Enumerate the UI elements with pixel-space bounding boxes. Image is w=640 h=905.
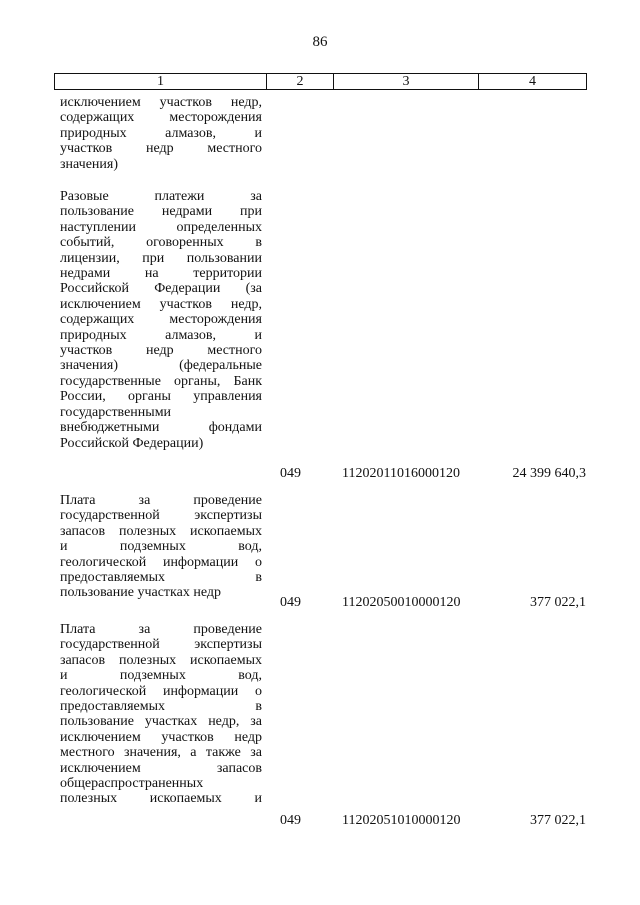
header-col-3: 3 [334,74,479,89]
row-3-line-3: и подземных вод, [60,668,262,684]
row-2-line-4: геологической информации о [60,554,262,570]
row-3-line-5: предоставляемых в [60,699,262,715]
row-0-line-4: значения) [60,156,119,172]
row-1-line-14: государственными [60,404,172,420]
row-1-line-0: Разовые платежи за [60,189,262,204]
row-2-line-5: предоставляемых в [60,570,262,586]
row-2-line-1: государственной экспертизы [60,508,262,524]
row-2-amount: 377 022,1 [530,595,586,610]
row-1-line-5: недрами на территории [60,266,262,282]
row-3-line-11: полезных ископаемых и [60,791,262,807]
row-3-kbk: 11202051010000120 [342,813,461,828]
header-col-1: 1 [55,74,267,89]
row-3-line-7: исключением участков недр [60,729,262,745]
row-3-line-0: Плата за проведение [60,622,262,637]
row-1-line-3: событий, оговоренных в [60,235,262,251]
row-2-line-0: Плата за проведение [60,493,262,508]
row-1-kbk: 11202011016000120 [342,466,460,481]
row-0-line-0: исключением участков недр, [60,95,262,110]
row-3-amount: 377 022,1 [530,813,586,828]
row-3-line-1: государственной экспертизы [60,637,262,653]
table-row-3-description [60,622,262,807]
row-2-line-6: пользование участках недр [60,585,221,601]
table-row-1-description [60,189,262,451]
table-row-0-description [60,95,262,172]
row-3-code: 049 [280,813,301,828]
row-1-line-8: содержащих месторождения [60,312,262,328]
row-1-line-4: лицензии, при пользовании [60,250,262,266]
row-1-line-13: России, органы управления [60,389,262,405]
row-2-code: 049 [280,595,301,610]
row-3-line-4: геологической информации о [60,683,262,699]
row-0-line-2: природных алмазов, и [60,125,262,141]
row-1-line-9: природных алмазов, и [60,327,262,343]
row-0-line-1: содержащих месторождения [60,110,262,126]
row-1-line-10: участков недр местного [60,343,262,359]
row-1-line-1: пользование недрами при [60,204,262,220]
row-1-line-2: наступлении определенных [60,219,262,235]
row-0-line-3: участков недр местного [60,141,262,157]
row-3-line-6: пользование участках недр, за [60,714,262,730]
table-header-row [54,73,587,90]
row-1-line-15: внебюджетными фондами [60,420,262,436]
row-1-line-12: государственные органы, Банк [60,373,262,389]
row-2-kbk: 11202050010000120 [342,595,461,610]
row-3-line-2: запасов полезных ископаемых [60,652,262,668]
row-1-amount: 24 399 640,3 [512,466,586,481]
row-1-line-6: Российской Федерации (за [60,281,262,297]
page-number: 86 [312,34,328,50]
row-3-line-10: общераспространенных [60,776,204,792]
header-col-4: 4 [529,74,536,89]
row-2-line-3: и подземных вод, [60,539,262,555]
row-1-code: 049 [280,466,301,481]
row-3-line-8: местного значения, а также за [60,745,262,761]
table-row-2-description [60,493,262,601]
row-1-line-11: значения) (федеральные [60,358,262,374]
row-1-line-16: Российской Федерации) [60,435,204,451]
row-2-line-2: запасов полезных ископаемых [60,523,262,539]
header-col-2: 2 [267,74,334,89]
row-3-line-9: исключением запасов [60,760,262,776]
row-1-line-7: исключением участков недр, [60,296,262,312]
